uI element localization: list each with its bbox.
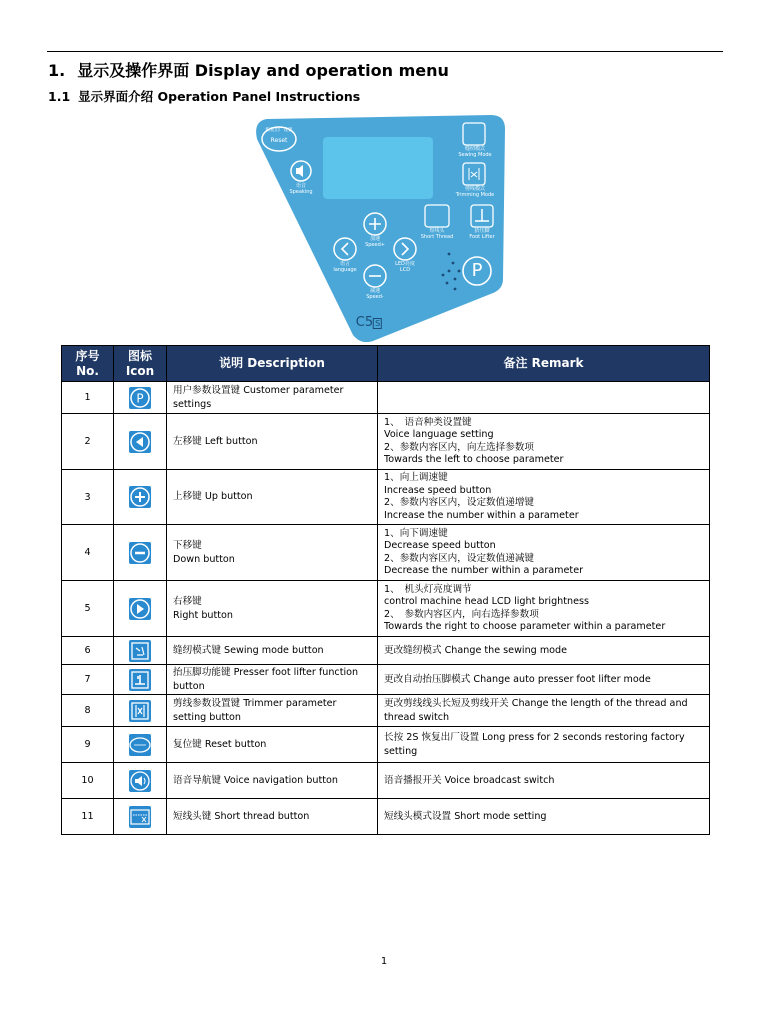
page-number: 1 [380, 956, 388, 967]
row-remark: 1、向上调速键 Increase speed button 2、参数内容区内，设定数值递增键 Increase the number within a parameter [378, 470, 710, 525]
led-label: LCD [399, 267, 411, 273]
table-row [62, 665, 710, 695]
row-remark: 长按 2S 恢复出厂设置 Long press for 2 seconds restoring factory setting [378, 727, 710, 763]
row-remark: 1、 机头灯亮度调节 control machine head LCD light brightness 2、 参数内容区内，向右选择参数项 Towards the right to choose parameter within a parameter [378, 581, 710, 637]
row-remark: 更改缝纫模式 Change the sewing mode [378, 637, 710, 665]
table-row [62, 763, 710, 799]
row-description: 缝纫模式键 Sewing mode button [167, 637, 378, 665]
row-remark: 更改自动抬压脚模式 Change auto presser foot lifter mode [378, 665, 710, 695]
short-cn-label: 短线头 [429, 228, 445, 234]
led-cn-label: LED亮度 [395, 261, 415, 267]
reset-label: Reset [270, 137, 288, 144]
row-remark: 语音播报开关 Voice broadcast switch [378, 763, 710, 799]
model-text: C5 [355, 315, 374, 330]
table-row [62, 581, 710, 637]
table-row [62, 727, 710, 763]
table-row [62, 637, 710, 665]
row-number: 3 [62, 470, 114, 525]
row-description: 短线头键 Short thread button [167, 799, 378, 835]
model-logo [356, 316, 382, 331]
section-title: 显示及操作界面 Display and operation menu [77, 61, 449, 80]
table-body [62, 382, 710, 835]
row-description: 上移键 Up button [167, 470, 378, 525]
lcd-display [323, 137, 433, 199]
model-sub: S [375, 319, 381, 328]
row-number: 2 [62, 414, 114, 470]
row-remark: 更改剪线线头长短及剪线开关 Change the length of the thread and thread switch [378, 695, 710, 727]
table-row [62, 525, 710, 581]
reset-icon [114, 727, 167, 763]
row-number: 7 [62, 665, 114, 695]
row-remark: 1、向下调速键 Decrease speed button 2、参数内容区内，设定数值递减键 Decrease the number within a parameter [378, 525, 710, 581]
subsection-heading [48, 87, 360, 105]
header-remark: 备注 Remark [378, 346, 710, 382]
speaking-cn-label: 语音 [295, 183, 307, 189]
table-row [62, 470, 710, 525]
header-no [62, 346, 114, 382]
row-description: 用户参数设置键 Customer parameter settings [167, 382, 378, 414]
table-row [62, 695, 710, 727]
row-remark [378, 382, 710, 414]
button-table [61, 345, 710, 835]
short-thread-icon [114, 799, 167, 835]
speeddown-label: Speed- [366, 294, 384, 300]
plus-icon [114, 470, 167, 525]
header-icon-text: 图标 Icon [125, 348, 155, 378]
lang-cn-label: 语言 [339, 261, 351, 267]
sewing-label: Sewing Mode [458, 152, 492, 158]
speaker-icon [114, 763, 167, 799]
table-header-row [62, 346, 710, 382]
short-label: Short Thread [420, 234, 454, 240]
row-number: 11 [62, 799, 114, 835]
foot-label: Foot Lifter [469, 234, 495, 240]
row-description: 左移键 Left button [167, 414, 378, 470]
sewing-cn-label: 缝纫模式 [464, 146, 486, 152]
row-description: 右移键 Right button [167, 581, 378, 637]
row-number: 9 [62, 727, 114, 763]
row-remark: 1、 语音种类设置键 Voice language setting 2、参数内容区内，向左选择参数项 Towards the left to choose parameter [378, 414, 710, 470]
table-row [62, 382, 710, 414]
trimmer-icon [114, 695, 167, 727]
subsection-number: 1.1 [48, 89, 71, 104]
trim-label: Trimming Mode [455, 192, 495, 198]
table-row [62, 799, 710, 835]
right-arrow-icon [114, 581, 167, 637]
header-rule [47, 51, 723, 52]
row-remark: 短线头模式设置 Short mode setting [378, 799, 710, 835]
sewing-mode-icon [114, 637, 167, 665]
section-number: 1. [48, 61, 66, 80]
row-number: 1 [62, 382, 114, 414]
section-heading [48, 58, 449, 81]
row-description: 复位键 Reset button [167, 727, 378, 763]
operation-panel-image [253, 113, 509, 345]
speedup-cn-label: 加速 [369, 236, 381, 242]
speaking-label: Speaking [289, 189, 313, 195]
row-number: 8 [62, 695, 114, 727]
svg-text:P: P [136, 391, 144, 405]
table-row [62, 414, 710, 470]
subsection-title: 显示界面介绍 Operation Panel Instructions [78, 89, 361, 104]
speeddown-cn-label: 减速 [369, 288, 381, 294]
row-description: 下移键 Down button [167, 525, 378, 581]
row-description: 语音导航键 Voice navigation button [167, 763, 378, 799]
foot-lifter-icon [114, 665, 167, 695]
lang-label: language [333, 267, 357, 273]
speedup-label: Speed+ [365, 242, 385, 248]
header-no-text: 序号 No. [75, 348, 100, 378]
row-number: 5 [62, 581, 114, 637]
row-description: 抬压脚功能键 Presser foot lifter function button [167, 665, 378, 695]
row-number: 10 [62, 763, 114, 799]
trim-cn-label: 剪线模式 [464, 186, 486, 192]
minus-icon [114, 525, 167, 581]
foot-cn-label: 抬压脚 [474, 228, 490, 234]
p-key-label: P [471, 260, 483, 281]
p-key-icon [114, 382, 167, 414]
left-arrow-icon [114, 414, 167, 470]
row-description: 剪线参数设置键 Trimmer parameter setting button [167, 695, 378, 727]
reset-top-label: 恢复出厂设置 [265, 128, 293, 133]
header-icon [114, 346, 167, 382]
row-number: 4 [62, 525, 114, 581]
header-desc: 说明 Description [167, 346, 378, 382]
row-number: 6 [62, 637, 114, 665]
